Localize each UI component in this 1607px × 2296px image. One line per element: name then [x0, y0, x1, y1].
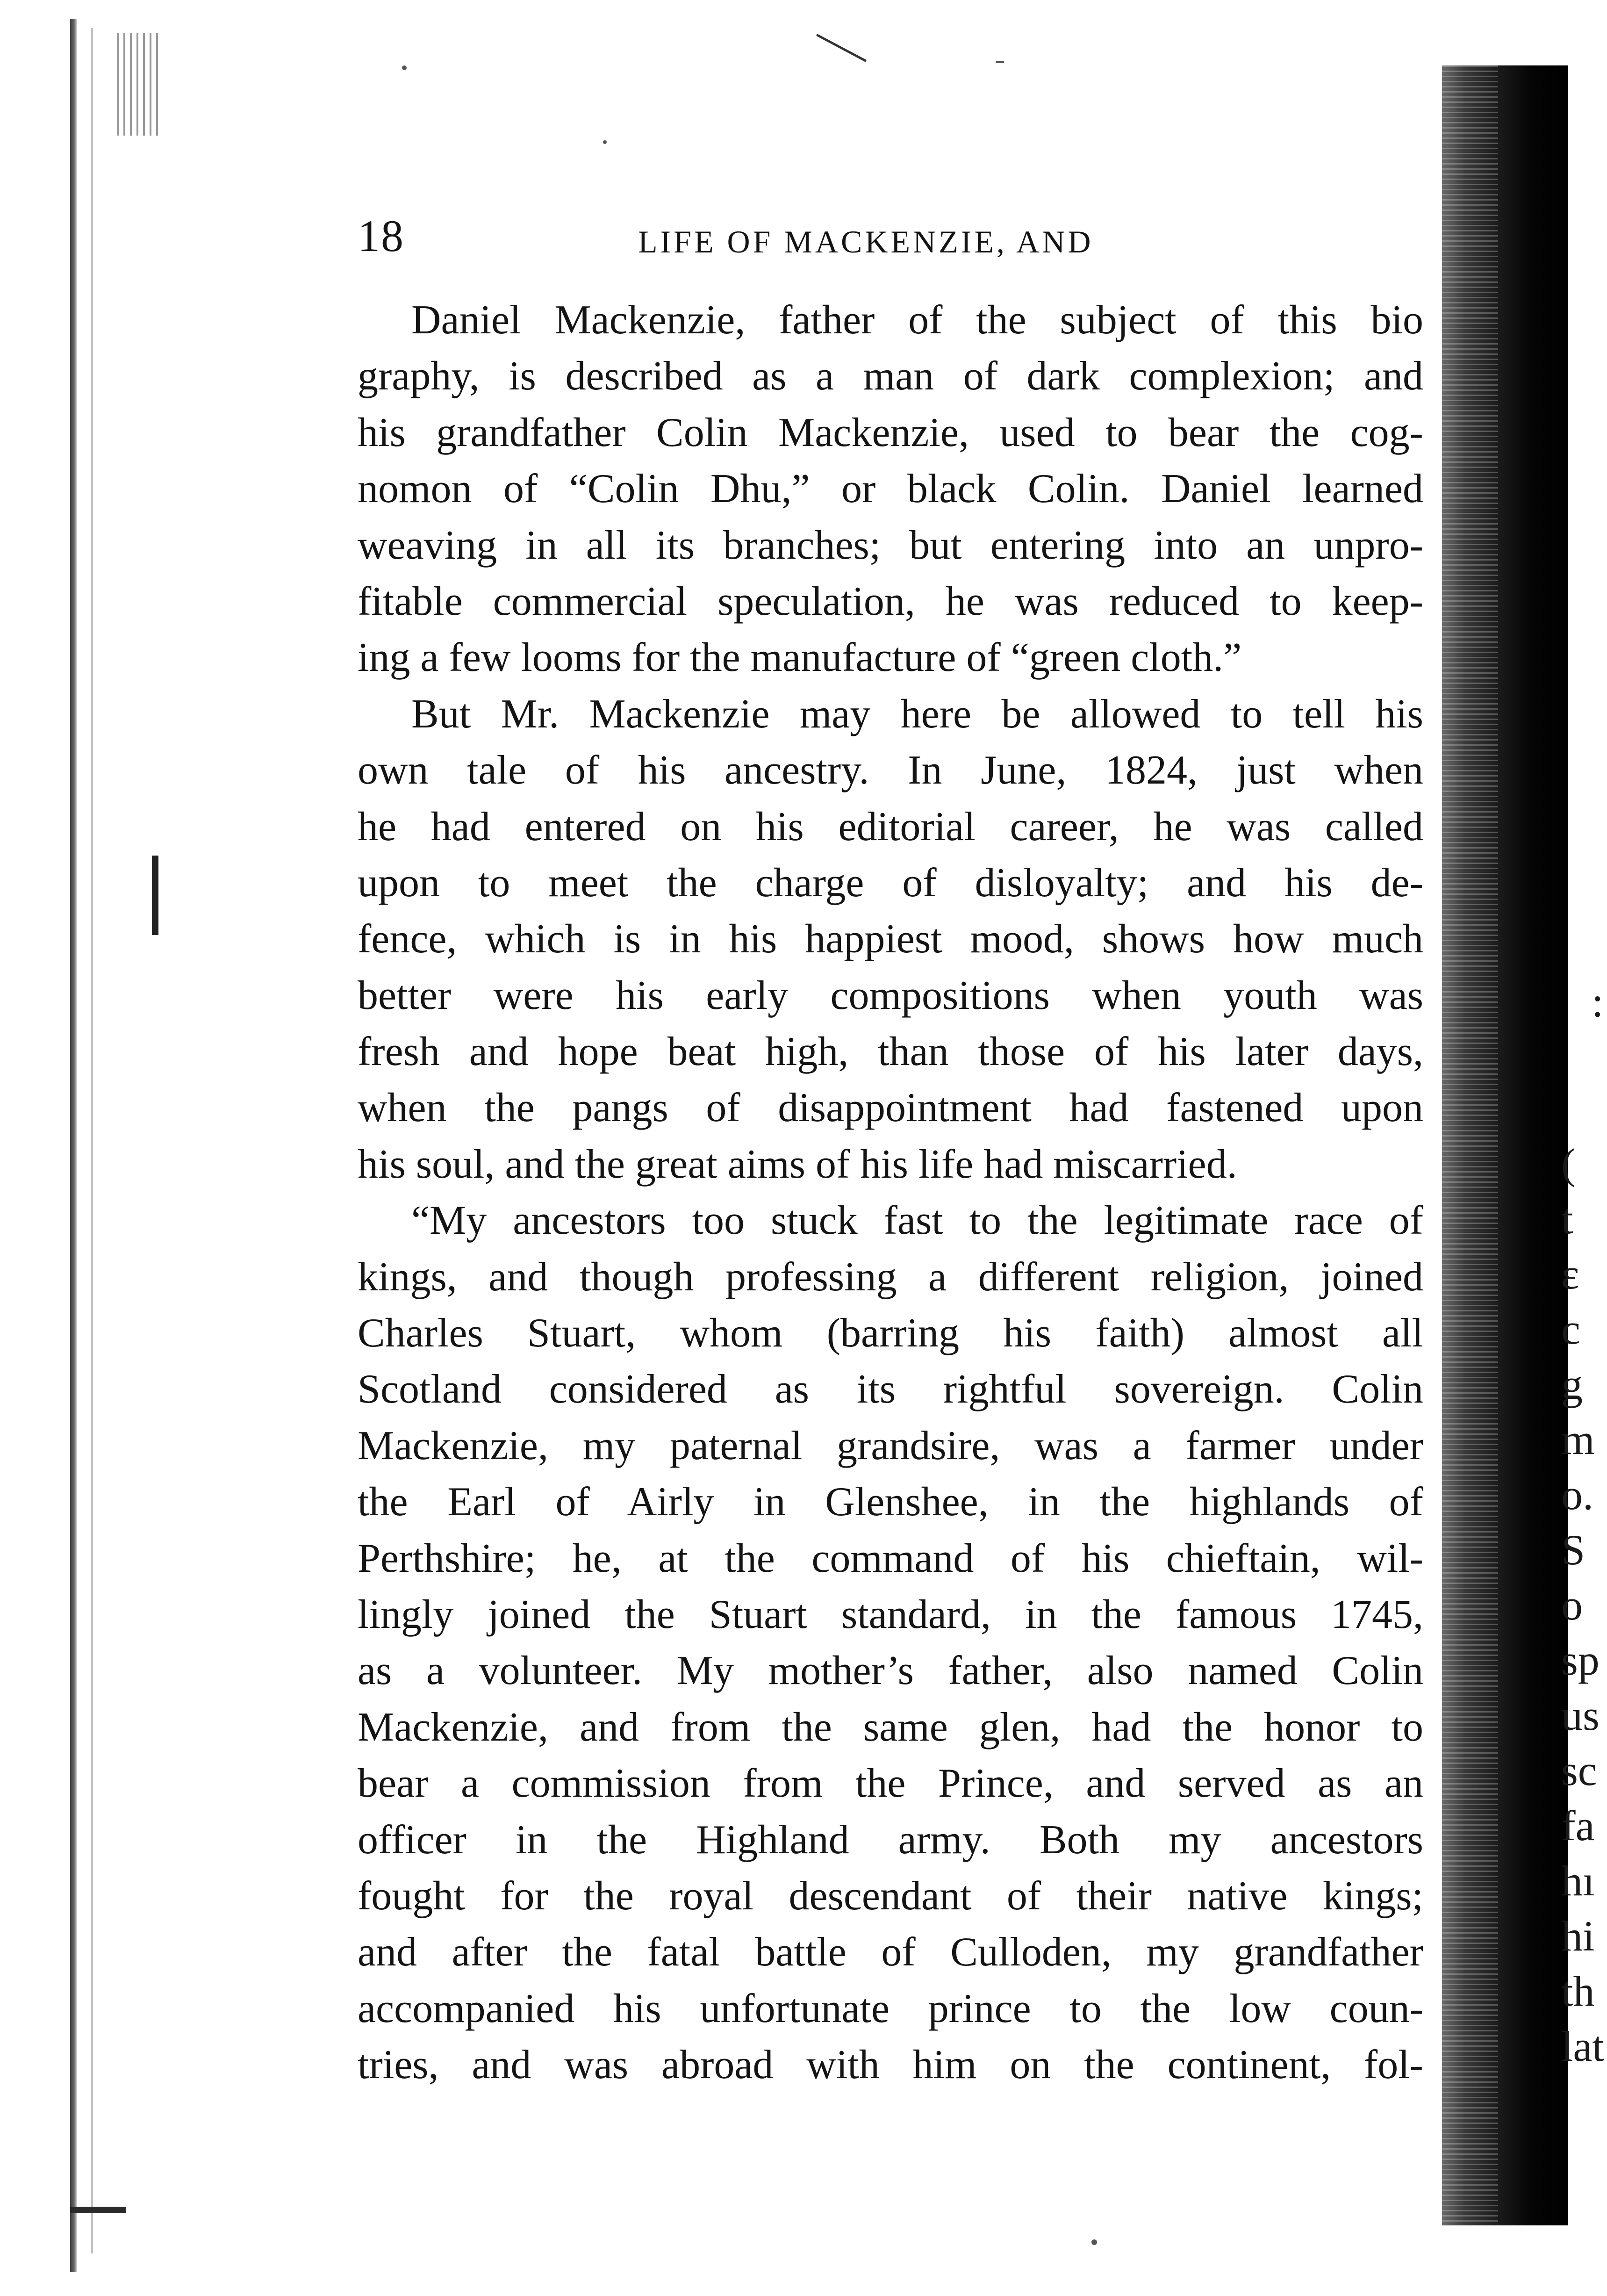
text-line: Perthshire; he, at the command of his chieftain, wil- — [358, 1535, 1423, 1581]
bleed-line: hi — [1561, 1912, 1595, 1960]
text-line: and after the fatal battle of Culloden, my grandfather — [358, 1929, 1423, 1975]
running-head: LIFE OF MACKENZIE, AND — [638, 224, 1094, 259]
text-line: But Mr. Mackenzie may here be allowed to tell his — [411, 691, 1423, 737]
body-text — [358, 292, 1423, 2094]
text-line: officer in the Highland army. Both my ancestors — [358, 1817, 1423, 1863]
text-line: fought for the royal descendant of their native kings; — [358, 1873, 1423, 1919]
text-line: ing a few looms for the manufacture of “green cloth.” — [358, 635, 1242, 681]
text-line: own tale of his ancestry. In June, 1824, just when — [358, 748, 1423, 793]
page-number: 18 — [358, 211, 404, 261]
bleed-line: ( — [1561, 1140, 1576, 1188]
page-header — [358, 206, 1433, 266]
text-line: his soul, and the great aims of his life had miscarried. — [358, 1141, 1237, 1187]
bleed-line: g — [1561, 1360, 1583, 1408]
text-line: Daniel Mackenzie, father of the subject of this bio — [411, 297, 1423, 343]
next-page-bleed-text — [1561, 1136, 1607, 2074]
bleed-line: o — [1561, 1581, 1583, 1629]
left-edge-scan-marks — [117, 33, 159, 136]
text-line: fence, which is in his happiest mood, shows how much — [358, 916, 1423, 962]
left-bottom-edge — [70, 2207, 126, 2213]
bleed-line: c — [1561, 1305, 1580, 1353]
text-line: kings, and though professing a different religion, joined — [358, 1254, 1423, 1300]
left-page-edge — [70, 19, 77, 2272]
next-page-colon: : — [1592, 978, 1604, 1026]
text-line: lingly joined the Stuart standard, in the famous 1745, — [358, 1591, 1423, 1637]
text-line: better were his early compositions when youth was — [358, 972, 1423, 1018]
text-line: graphy, is described as a man of dark complexion; and — [358, 353, 1423, 399]
left-margin-mark — [152, 856, 158, 935]
bleed-line: fa — [1561, 1802, 1595, 1850]
bleed-line: t — [1561, 1195, 1573, 1243]
text-line: Mackenzie, and from the same glen, had the honor to — [358, 1704, 1423, 1750]
text-line: Charles Stuart, whom (barring his faith) almost all — [358, 1310, 1423, 1356]
text-line: “My ancestors too stuck fast to the legitimate race of — [411, 1198, 1423, 1244]
bleed-line: o. — [1561, 1471, 1593, 1519]
bleed-line: us — [1561, 1691, 1600, 1739]
bleed-line: th — [1561, 1967, 1595, 2015]
bleed-line: S — [1561, 1526, 1585, 1574]
bleed-line: m — [1561, 1416, 1595, 1463]
bleed-line: sp — [1561, 1636, 1600, 1684]
bleed-line: sc — [1561, 1747, 1597, 1794]
text-line: the Earl of Airly in Glenshee, in the highlands of — [358, 1479, 1423, 1525]
bleed-line: lat — [1561, 2022, 1604, 2070]
left-page-edge-shadow — [91, 28, 93, 2253]
scan-speck — [1091, 2239, 1097, 2245]
scan-speck — [402, 65, 407, 70]
text-line: fresh and hope beat high, than those of his later days, — [358, 1029, 1423, 1075]
text-line: his grandfather Colin Mackenzie, used to bear the cog- — [358, 410, 1423, 455]
bleed-line: hı — [1561, 1857, 1595, 1905]
text-line: when the pangs of disappointment had fastened upon — [358, 1085, 1423, 1131]
text-line: he had entered on his editorial career, he was called — [358, 804, 1423, 849]
scan-streak — [816, 34, 867, 62]
text-line: tries, and was abroad with him on the continent, fol- — [358, 2042, 1423, 2088]
text-line: as a volunteer. My mother’s father, also named Colin — [358, 1648, 1423, 1694]
text-line: Scotland considered as its rightful sovereign. Colin — [358, 1367, 1423, 1412]
text-line: upon to meet the charge of disloyalty; and his de- — [358, 860, 1423, 906]
text-line: accompanied his unfortunate prince to the low coun- — [358, 1986, 1423, 2031]
scan-speck — [603, 140, 607, 144]
text-line: Mackenzie, my paternal grandsire, was a farmer under — [358, 1423, 1423, 1468]
text-line: fitable commercial speculation, he was reduced to keep- — [358, 578, 1423, 624]
binding-scan-texture — [1442, 65, 1498, 2225]
bleed-line: ɛ — [1561, 1250, 1579, 1298]
text-line: nomon of “Colin Dhu,” or black Colin. Daniel learned — [358, 466, 1423, 512]
scan-speck — [996, 61, 1004, 63]
text-line: weaving in all its branches; but entering into an unpro- — [358, 522, 1423, 568]
text-line: bear a commission from the Prince, and served as an — [358, 1761, 1423, 1807]
